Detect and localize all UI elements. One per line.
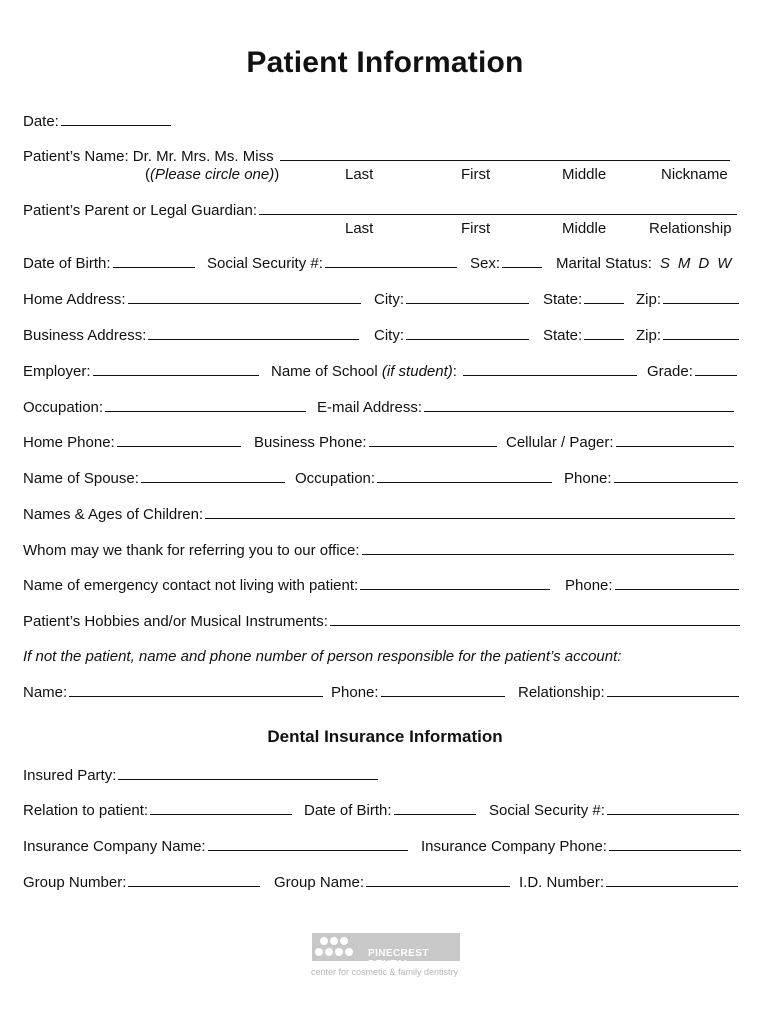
- logo-dot-icon: [340, 937, 348, 945]
- guardian-col-middle: Middle: [562, 220, 607, 237]
- relation-label: Relation to patient:: [23, 802, 149, 819]
- spouse-name-field[interactable]: [23, 470, 285, 487]
- marital-option-d[interactable]: D: [698, 255, 710, 272]
- email-label: E-mail Address:: [317, 399, 423, 416]
- insured-dob-label: Date of Birth:: [304, 802, 392, 819]
- emergency-contact-field[interactable]: [23, 577, 550, 594]
- home-city-field[interactable]: [374, 291, 529, 308]
- sex-field[interactable]: [470, 255, 542, 272]
- referral-label: Whom may we thank for referring you to our office:: [23, 542, 360, 559]
- referral-field[interactable]: [23, 542, 734, 559]
- relation-field[interactable]: [23, 802, 292, 819]
- occupation-label: Occupation:: [23, 399, 104, 416]
- col-last: Last: [345, 166, 374, 183]
- sex-label: Sex:: [470, 255, 501, 272]
- guardian-field[interactable]: [23, 202, 737, 219]
- hobbies-field[interactable]: [23, 613, 740, 630]
- employer-label: Employer:: [23, 363, 91, 380]
- school-field[interactable]: [271, 363, 637, 380]
- business-state-label: State:: [543, 327, 583, 344]
- spouse-phone-field[interactable]: [564, 470, 738, 487]
- spouse-occupation-field[interactable]: [295, 470, 552, 487]
- logo-dot-icon: [330, 937, 338, 945]
- group-name-label: Group Name:: [274, 874, 365, 891]
- id-number-label: I.D. Number:: [519, 874, 605, 891]
- home-phone-label: Home Phone:: [23, 434, 115, 451]
- home-zip-label: Zip:: [636, 291, 662, 308]
- emergency-phone-field[interactable]: [565, 577, 739, 594]
- company-name-field[interactable]: [23, 838, 408, 855]
- company-phone-field[interactable]: [421, 838, 741, 855]
- responsible-name-field[interactable]: [23, 684, 323, 701]
- guardian-col-first: First: [461, 220, 491, 237]
- emergency-contact-label: Name of emergency contact not living with patient:: [23, 577, 359, 594]
- insurance-heading: Dental Insurance Information: [267, 727, 503, 746]
- business-city-field[interactable]: [374, 327, 529, 344]
- ssn-label: Social Security #:: [207, 255, 323, 272]
- business-zip-field[interactable]: [636, 327, 739, 344]
- school-label: Name of School: [271, 363, 382, 380]
- responsible-phone-field[interactable]: [331, 684, 505, 701]
- cell-phone-field[interactable]: [506, 434, 734, 451]
- insured-dob-field[interactable]: [304, 802, 476, 819]
- business-address-label: Business Address:: [23, 327, 147, 344]
- circle-instruction-text: (Please circle one): [150, 166, 275, 183]
- school-note: (if student): [381, 363, 453, 380]
- home-zip-field[interactable]: [636, 291, 739, 308]
- logo-dot-icon: [315, 948, 323, 956]
- company-phone-label: Insurance Company Phone:: [421, 838, 607, 855]
- dob-field[interactable]: [23, 255, 195, 272]
- patient-name-field[interactable]: [23, 148, 730, 165]
- business-zip-label: Zip:: [636, 327, 662, 344]
- business-phone-label: Business Phone:: [254, 434, 367, 451]
- marital-option-m[interactable]: M: [677, 255, 691, 272]
- employer-field[interactable]: [23, 363, 259, 380]
- business-phone-field[interactable]: [254, 434, 497, 451]
- col-middle: Middle: [562, 166, 607, 183]
- spouse-phone-label: Phone:: [564, 470, 612, 487]
- logo-badge: [312, 933, 460, 970]
- hobbies-label: Patient’s Hobbies and/or Musical Instruments:: [23, 613, 328, 630]
- guardian-col-relationship: Relationship: [649, 220, 732, 237]
- date-label: Date:: [23, 113, 59, 130]
- school-colon: :: [452, 363, 457, 380]
- home-address-label: Home Address:: [23, 291, 126, 308]
- email-field[interactable]: [317, 399, 734, 416]
- spouse-occupation-label: Occupation:: [295, 470, 376, 487]
- home-city-label: City:: [374, 291, 404, 308]
- responsible-note: If not the patient, name and phone number of person responsible for the patient’s account:: [23, 648, 622, 665]
- insured-ssn-label: Social Security #:: [489, 802, 605, 819]
- home-state-label: State:: [543, 291, 583, 308]
- group-number-label: Group Number:: [23, 874, 127, 891]
- business-address-field[interactable]: [23, 327, 359, 344]
- logo-tagline: center for cosmetic & family dentistry: [311, 967, 459, 977]
- home-address-field[interactable]: [23, 291, 361, 308]
- group-number-field[interactable]: [23, 874, 260, 891]
- marital-option-s[interactable]: S: [659, 255, 670, 272]
- home-phone-field[interactable]: [23, 434, 241, 451]
- patient-name-label: Patient’s Name: Dr. Mr. Mrs. Ms. Miss: [23, 148, 274, 165]
- responsible-relationship-field[interactable]: [518, 684, 739, 701]
- logo-dot-icon: [320, 937, 328, 945]
- occupation-field[interactable]: [23, 399, 306, 416]
- page-title: Patient Information: [246, 46, 524, 79]
- id-number-field[interactable]: [519, 874, 738, 891]
- logo-dot-icon: [345, 948, 353, 956]
- col-nickname: Nickname: [661, 166, 728, 183]
- grade-field[interactable]: [647, 363, 737, 380]
- company-name-label: Insurance Company Name:: [23, 838, 206, 855]
- home-state-field[interactable]: [543, 291, 624, 308]
- grade-label: Grade:: [647, 363, 693, 380]
- col-first: First: [461, 166, 491, 183]
- pinecrest-dental-logo: [309, 930, 461, 980]
- business-state-field[interactable]: [543, 327, 624, 344]
- marital-status: [556, 255, 731, 272]
- insured-party-label: Insured Party:: [23, 767, 117, 784]
- logo-dot-icon: [325, 948, 333, 956]
- marital-label: Marital Status:: [556, 255, 652, 272]
- dob-label: Date of Birth:: [23, 255, 111, 272]
- children-field[interactable]: [23, 506, 735, 523]
- logo-name: PINECREST DENTAL: [368, 948, 429, 970]
- emergency-phone-label: Phone:: [565, 577, 613, 594]
- insured-ssn-field[interactable]: [489, 802, 739, 819]
- spouse-name-label: Name of Spouse:: [23, 470, 139, 487]
- guardian-label: Patient’s Parent or Legal Guardian:: [23, 202, 258, 219]
- responsible-name-label: Name:: [23, 684, 68, 701]
- ssn-field[interactable]: [207, 255, 457, 272]
- group-name-field[interactable]: [274, 874, 510, 891]
- guardian-col-last: Last: [345, 220, 374, 237]
- responsible-phone-label: Phone:: [331, 684, 379, 701]
- business-city-label: City:: [374, 327, 404, 344]
- marital-option-w[interactable]: W: [717, 255, 732, 272]
- circle-instruction: ((Please circle one)): [145, 166, 280, 183]
- children-label: Names & Ages of Children:: [23, 506, 204, 523]
- logo-dot-icon: [335, 948, 343, 956]
- date-field[interactable]: [23, 113, 171, 130]
- responsible-relationship-label: Relationship:: [518, 684, 605, 701]
- insured-party-field[interactable]: [23, 767, 378, 784]
- cell-phone-label: Cellular / Pager:: [506, 434, 614, 451]
